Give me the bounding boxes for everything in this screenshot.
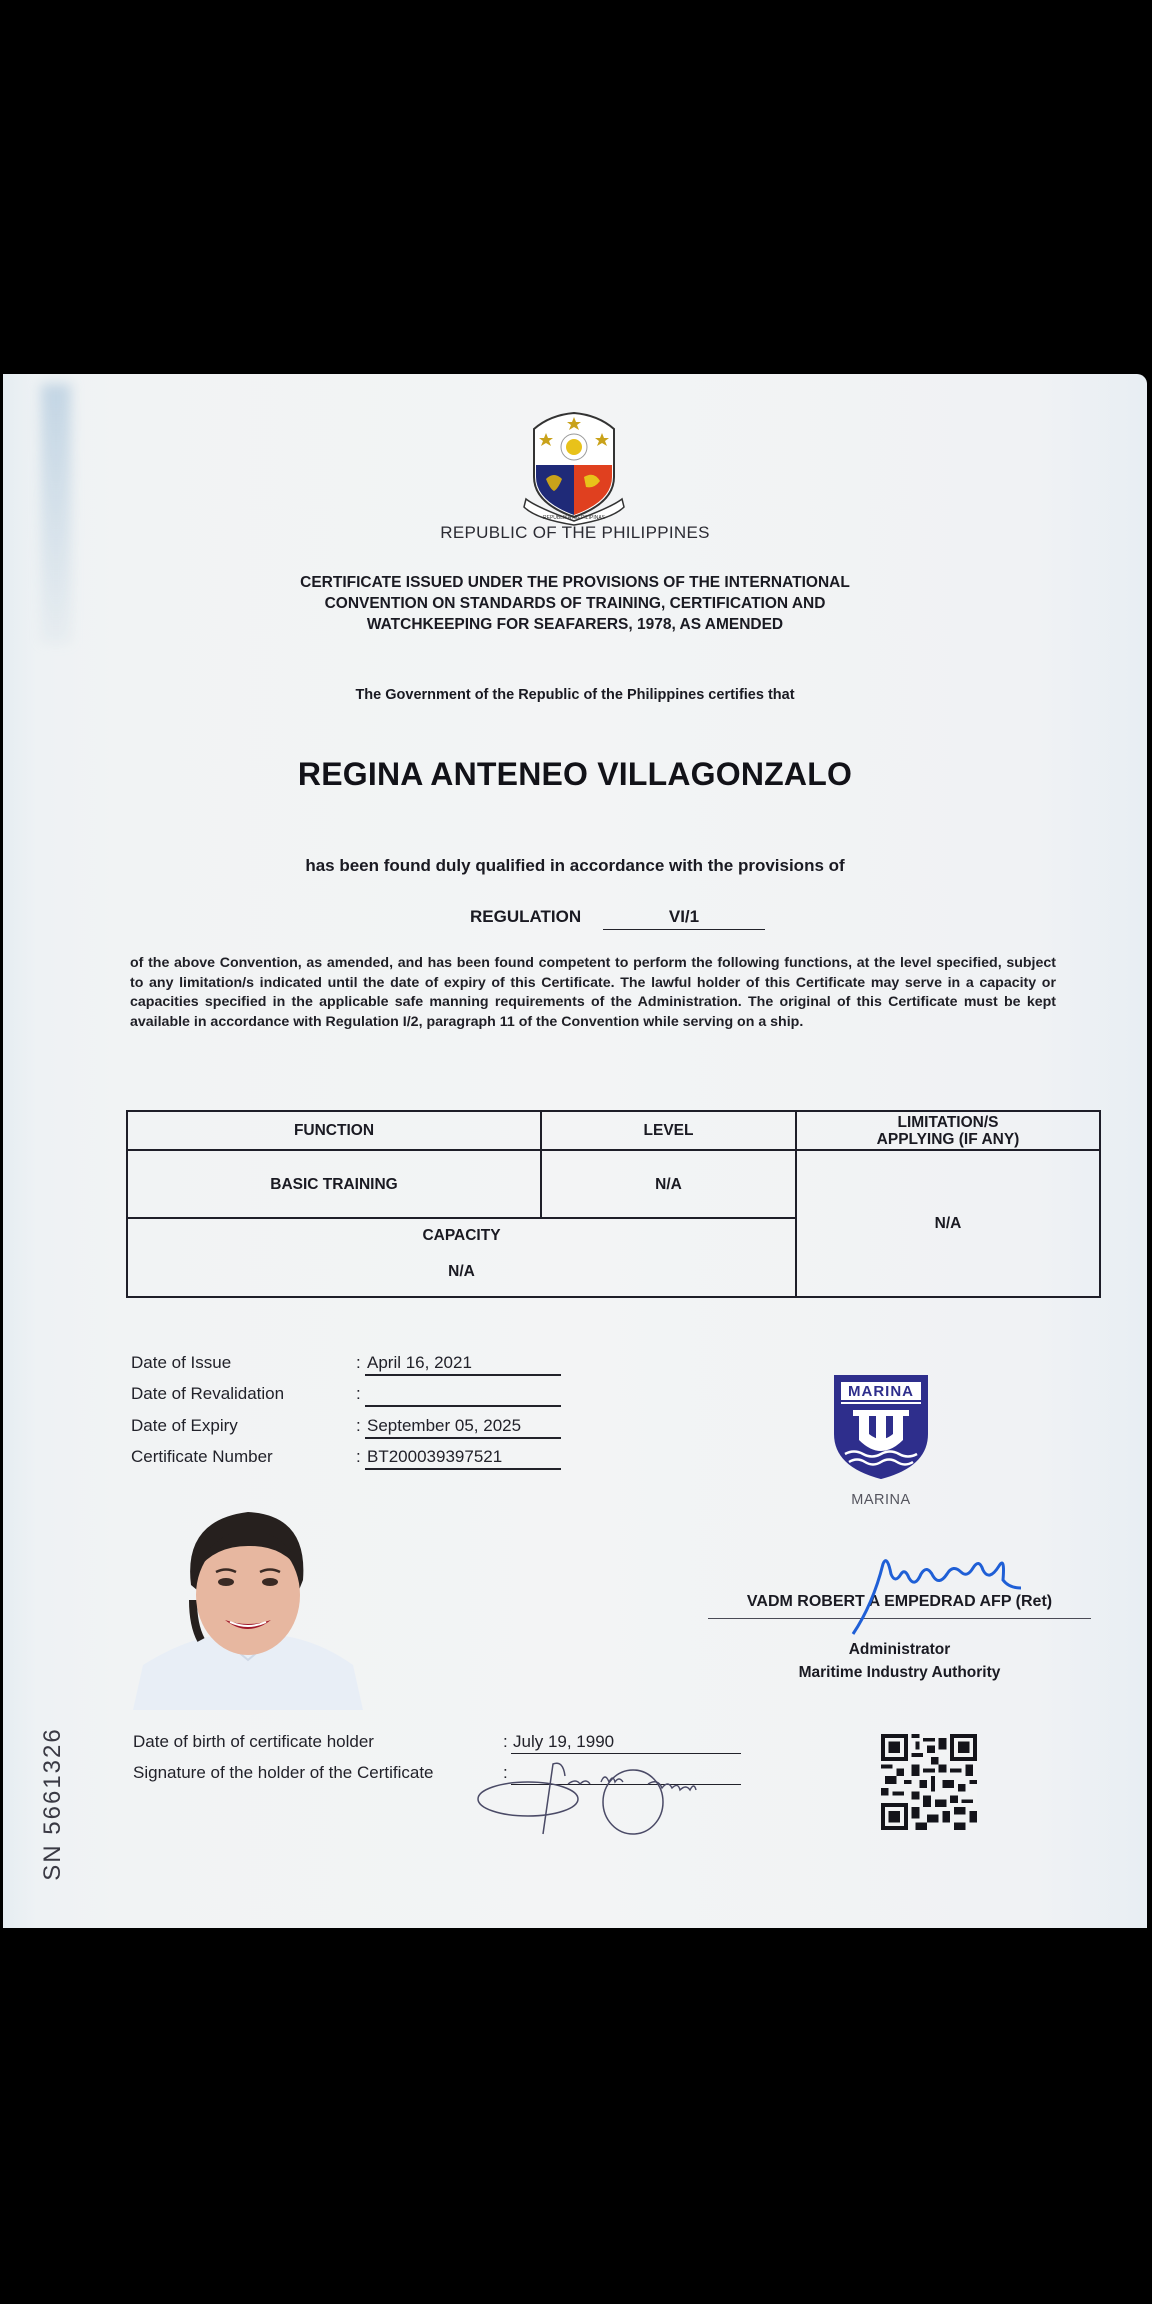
philippine-seal-icon [516, 407, 632, 527]
field-colon: : [356, 1384, 361, 1403]
administrator-title: Administrator [848, 1641, 951, 1658]
heading-line: CERTIFICATE ISSUED UNDER THE PROVISIONS OF THE INTERNATIONAL [300, 574, 850, 591]
date-of-revalidation [365, 1384, 561, 1407]
header-limitations-line: APPLYING (IF ANY) [876, 1130, 1020, 1148]
field-label: Date of Expiry [131, 1416, 238, 1435]
field-label: Date of Revalidation [131, 1384, 285, 1403]
qr-code-icon [881, 1734, 977, 1830]
regulation-label: REGULATION [470, 907, 582, 926]
field-colon: : [503, 1763, 508, 1782]
certificate-heading [3, 572, 1147, 635]
administrator-signature [843, 1544, 1023, 1644]
date-of-expiry: September 05, 2025 [365, 1416, 561, 1439]
serial-number [23, 1674, 83, 1928]
holder-signature [473, 1754, 753, 1844]
header-function: FUNCTION [293, 1122, 375, 1139]
table-divider [128, 1217, 795, 1219]
cell-function: BASIC TRAINING [270, 1175, 398, 1193]
heading-line: WATCHKEEPING FOR SEAFARERS, 1978, AS AMENDED [366, 616, 784, 633]
marina-logo-lettering: MARINA [848, 1383, 914, 1400]
header-limitations [797, 1112, 1099, 1149]
competency-paragraph: of the above Convention, as amended, and has been found competent to perform the following functions, at the level specified, subject to any limitation/s indicated until the date of expiry of this Certificate. The lawful holder of this Certificate may serve in a capacity or capacities specified in the applicable safe manning requirements of the Administration. The original of this Certificate must be kept available in accordance with Regulation I/2, paragraph 11 of the Convention while serving on a ship. [130, 955, 1056, 1030]
holder-photo [123, 1490, 373, 1710]
serial-number-text: SN 5661326 [39, 1727, 66, 1881]
field-colon: : [356, 1353, 361, 1372]
administrator-organization: Maritime Industry Authority [798, 1664, 1001, 1681]
country-name: REPUBLIC OF THE PHILIPPINES [440, 523, 710, 542]
heading-line: CONVENTION ON STANDARDS OF TRAINING, CERTIFICATION AND [324, 595, 826, 612]
cell-level: N/A [655, 1175, 682, 1193]
seal-lettering: REPUBLIKA NG PILIPINAS [543, 515, 605, 521]
function-table [126, 1110, 1101, 1298]
field-label: Date of Issue [131, 1353, 232, 1372]
administrator-name: VADM ROBERT A EMPEDRAD AFP (Ret) [746, 1593, 1053, 1610]
holder-signature-label: Signature of the holder of the Certificate [133, 1763, 434, 1782]
certificate-paper [3, 374, 1147, 1928]
regulation-value: VI/1 [603, 907, 765, 930]
date-of-issue: April 16, 2021 [365, 1353, 561, 1376]
header-level: LEVEL [643, 1122, 694, 1139]
capacity-value: N/A [448, 1262, 475, 1280]
field-label: Certificate Number [131, 1447, 273, 1466]
field-colon: : [356, 1447, 361, 1466]
cell-limitations: N/A [934, 1215, 962, 1232]
birth-date-value: July 19, 1990 [511, 1732, 741, 1754]
certifies-statement: The Government of the Republic of the Philippines certifies that [355, 687, 795, 703]
certificate-number: BT200039397521 [365, 1447, 561, 1470]
marina-caption: MARINA [851, 1492, 911, 1508]
header-limitations-line: LIMITATION/S [897, 1113, 999, 1131]
field-colon: : [356, 1416, 361, 1435]
holder-name: REGINA ANTENEO VILLAGONZALO [297, 756, 853, 792]
qualified-statement: has been found duly qualified in accordance with the provisions of [305, 856, 845, 875]
capacity-label: CAPACITY [422, 1226, 501, 1244]
birth-date-label: Date of birth of certificate holder [133, 1732, 374, 1751]
field-colon: : [503, 1732, 508, 1751]
marina-logo-icon [831, 1372, 931, 1482]
